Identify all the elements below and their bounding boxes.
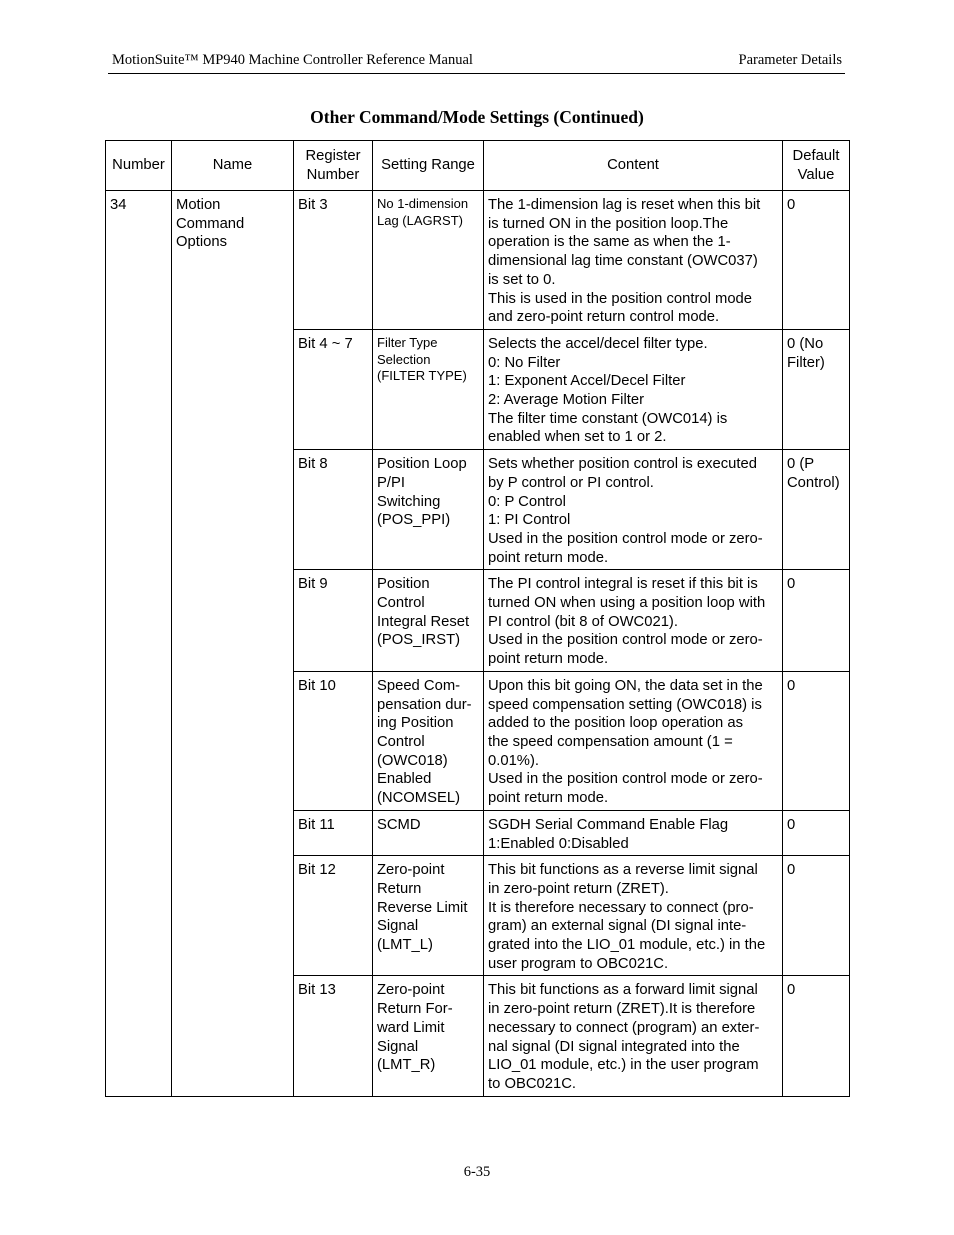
parameter-number: 34: [110, 197, 127, 213]
setting-range-cell: [373, 671, 484, 810]
setting-range-cell: [373, 856, 484, 976]
default-value-cell: [783, 570, 850, 672]
cell-line: P/PI: [377, 474, 405, 491]
register-number: Bit 10: [298, 677, 336, 694]
parameter-name-cell: [172, 191, 294, 1097]
cell-line: 0: [787, 197, 796, 213]
header-section-name: Parameter Details: [738, 52, 842, 68]
cell-line: point return mode.: [488, 651, 609, 668]
cell-line: (LMT_L): [377, 937, 433, 954]
cell-line: SGDH Serial Command Enable Flag: [488, 816, 729, 833]
cell-line: (POS_PPI): [377, 512, 451, 529]
cell-line: No 1-dimension: [377, 196, 469, 211]
column-header-name: [172, 141, 294, 191]
cell-line: Used in the position control mode or zero-: [488, 632, 763, 649]
column-header-line: Value: [797, 166, 835, 183]
default-value-cell: [783, 976, 850, 1096]
cell-line: 1:Enabled 0:Disabled: [488, 835, 629, 852]
column-header-number: [106, 141, 172, 191]
register-number-cell: [294, 329, 373, 449]
cell-line: 0 (No: [787, 335, 824, 352]
content-cell: [484, 450, 783, 570]
cell-line: is turned ON in the position loop.The: [488, 215, 729, 232]
cell-line: Position: [377, 576, 430, 593]
cell-line: LIO_01 module, etc.) in the user program: [488, 1057, 759, 1074]
cell-line: This bit functions as a reverse limit signal: [488, 862, 758, 879]
register-number: Bit 4 ~ 7: [298, 335, 353, 352]
cell-line: Zero-point: [377, 982, 445, 999]
register-number: Bit 12: [298, 862, 336, 879]
cell-line: 0: No Filter: [488, 354, 561, 371]
cell-line: enabled when set to 1 or 2.: [488, 429, 667, 446]
cell-line: added to the position loop operation as: [488, 715, 744, 732]
table-body: [106, 191, 850, 1097]
cell-line: Return: [377, 880, 422, 897]
cell-line: is set to 0.: [488, 271, 556, 288]
cell-line: Position Loop: [377, 456, 467, 473]
cell-line: 0: [787, 576, 796, 593]
default-value-cell: [783, 856, 850, 976]
cell-line: This is used in the position control mode: [488, 290, 753, 307]
cell-line: Filter): [787, 354, 825, 371]
column-header-line: Default: [792, 147, 840, 164]
setting-range-cell: [373, 450, 484, 570]
cell-line: dimensional lag time constant (OWC037): [488, 253, 758, 270]
cell-line: grated into the LIO_01 module, etc.) in the: [488, 937, 766, 954]
section-title: Other Command/Mode Settings (Continued): [310, 107, 644, 127]
setting-range-cell: [373, 976, 484, 1096]
content-cell: [484, 191, 783, 330]
cell-line: point return mode.: [488, 790, 609, 807]
content-cell: [484, 671, 783, 810]
cell-line: Control): [787, 474, 840, 491]
cell-line: Control: [377, 733, 425, 750]
default-value-cell: [783, 671, 850, 810]
cell-line: Used in the position control mode or zero-: [488, 530, 763, 547]
setting-range-cell: [373, 191, 484, 330]
cell-line: Upon this bit going ON, the data set in the: [488, 677, 763, 694]
register-number: Bit 13: [298, 982, 336, 999]
content-cell: [484, 570, 783, 672]
header-divider: [108, 73, 845, 74]
register-number: Bit 9: [298, 576, 328, 593]
cell-line: Filter Type: [377, 334, 438, 350]
cell-line: Lag (LAGRST): [377, 212, 463, 228]
cell-line: 1: Exponent Accel/Decel Filter: [488, 373, 686, 390]
cell-line: Control: [377, 595, 425, 612]
cell-line: user program to OBC021C.: [488, 955, 669, 972]
table-header-row: [106, 141, 850, 191]
cell-line: It is therefore necessary to connect (pro-: [488, 899, 754, 916]
cell-line: ing Position: [377, 715, 454, 732]
setting-range-cell: [373, 570, 484, 672]
cell-line: (NCOMSEL): [377, 790, 461, 807]
cell-line: 0: [787, 677, 796, 694]
column-header-register-number: [294, 141, 373, 191]
cell-line: Signal: [377, 1038, 419, 1055]
cell-line: point return mode.: [488, 549, 609, 566]
cell-line: by P control or PI control.: [488, 474, 654, 491]
cell-line: 0: [787, 982, 796, 999]
cell-line: 2: Average Motion Filter: [488, 392, 644, 409]
header-manual-title: MotionSuite™ MP940 Machine Controller Reference Manual: [112, 52, 473, 68]
parameter-number-cell: [106, 191, 172, 1097]
default-value-cell: [783, 450, 850, 570]
cell-line: to OBC021C.: [488, 1075, 577, 1092]
column-header-line: Number: [112, 157, 165, 174]
default-value-cell: [783, 329, 850, 449]
cell-line: The filter time constant (OWC014) is: [488, 410, 728, 427]
register-number: Bit 11: [298, 816, 335, 833]
column-header-line: Setting Range: [381, 157, 475, 174]
register-number-cell: [294, 570, 373, 672]
cell-line: Signal: [377, 918, 419, 935]
cell-line: and zero-point return control mode.: [488, 309, 720, 326]
content-cell: [484, 329, 783, 449]
cell-line: operation is the same as when the 1-: [488, 234, 731, 251]
cell-line: Zero-point: [377, 862, 445, 879]
register-number-cell: [294, 450, 373, 570]
default-value-cell: [783, 810, 850, 855]
register-number: Bit 3: [298, 197, 328, 213]
cell-line: 0 (P: [787, 456, 815, 473]
cell-line: nal signal (DI signal integrated into the: [488, 1038, 740, 1055]
cell-line: 1: PI Control: [488, 512, 571, 529]
column-header-content: [484, 141, 783, 191]
cell-line: 0: P Control: [488, 493, 566, 510]
cell-line: speed compensation setting (OWC018) is: [488, 696, 762, 713]
cell-line: Speed Com-: [377, 677, 461, 694]
page-number: 6-35: [463, 1164, 491, 1180]
cell-line: Enabled: [377, 771, 432, 788]
cell-line: 0: [787, 816, 796, 833]
cell-line: in zero-point return (ZRET).It is therefore: [488, 1001, 756, 1018]
content-cell: [484, 856, 783, 976]
setting-range-cell: [373, 810, 484, 855]
cell-line: Reverse Limit: [377, 899, 468, 916]
column-header-line: Content: [607, 157, 659, 174]
cell-line: Options: [176, 234, 227, 251]
cell-line: Return For-: [377, 1001, 453, 1018]
cell-line: Switching: [377, 493, 441, 510]
cell-line: Selects the accel/decel filter type.: [488, 335, 708, 352]
register-number-cell: [294, 671, 373, 810]
cell-line: The PI control integral is reset if this bit is: [488, 576, 758, 593]
cell-line: 0.01%).: [488, 752, 539, 769]
cell-line: pensation dur-: [377, 696, 472, 713]
cell-line: This bit functions as a forward limit signal: [488, 982, 758, 999]
cell-line: gram) an external signal (DI signal inte-: [488, 918, 747, 935]
cell-line: Selection: [377, 351, 431, 367]
cell-line: (OWC018): [377, 752, 448, 769]
cell-line: (LMT_R): [377, 1057, 436, 1074]
register-number-cell: [294, 810, 373, 855]
cell-line: Command: [176, 215, 245, 232]
parameter-table: [105, 140, 850, 1097]
register-number: Bit 8: [298, 456, 328, 473]
cell-line: necessary to connect (program) an exter-: [488, 1019, 760, 1036]
cell-line: 0: [787, 862, 796, 879]
column-header-default-value: [783, 141, 850, 191]
register-number-cell: [294, 191, 373, 330]
content-cell: [484, 976, 783, 1096]
column-header-setting-range: [373, 141, 484, 191]
register-number-cell: [294, 976, 373, 1096]
table-row: [106, 191, 850, 330]
cell-line: Motion: [176, 197, 221, 213]
column-header-line: Name: [212, 157, 253, 174]
setting-range-cell: [373, 329, 484, 449]
register-number-cell: [294, 856, 373, 976]
cell-line: SCMD: [377, 816, 421, 833]
cell-line: Sets whether position control is executed: [488, 456, 757, 473]
cell-line: The 1-dimension lag is reset when this bit: [488, 197, 761, 213]
cell-line: PI control (bit 8 of OWC021).: [488, 613, 678, 630]
column-header-line: Number: [306, 166, 360, 183]
cell-line: (FILTER TYPE): [377, 368, 467, 384]
column-header-line: Register: [305, 147, 361, 164]
cell-line: Used in the position control mode or zero-: [488, 771, 763, 788]
cell-line: in zero-point return (ZRET).: [488, 880, 669, 897]
cell-line: ward Limit: [377, 1019, 445, 1036]
cell-line: turned ON when using a position loop with: [488, 595, 766, 612]
cell-line: Integral Reset: [377, 613, 470, 630]
content-cell: [484, 810, 783, 855]
default-value-cell: [783, 191, 850, 330]
cell-line: (POS_IRST): [377, 632, 461, 649]
cell-line: the speed compensation amount (1 =: [488, 733, 733, 750]
